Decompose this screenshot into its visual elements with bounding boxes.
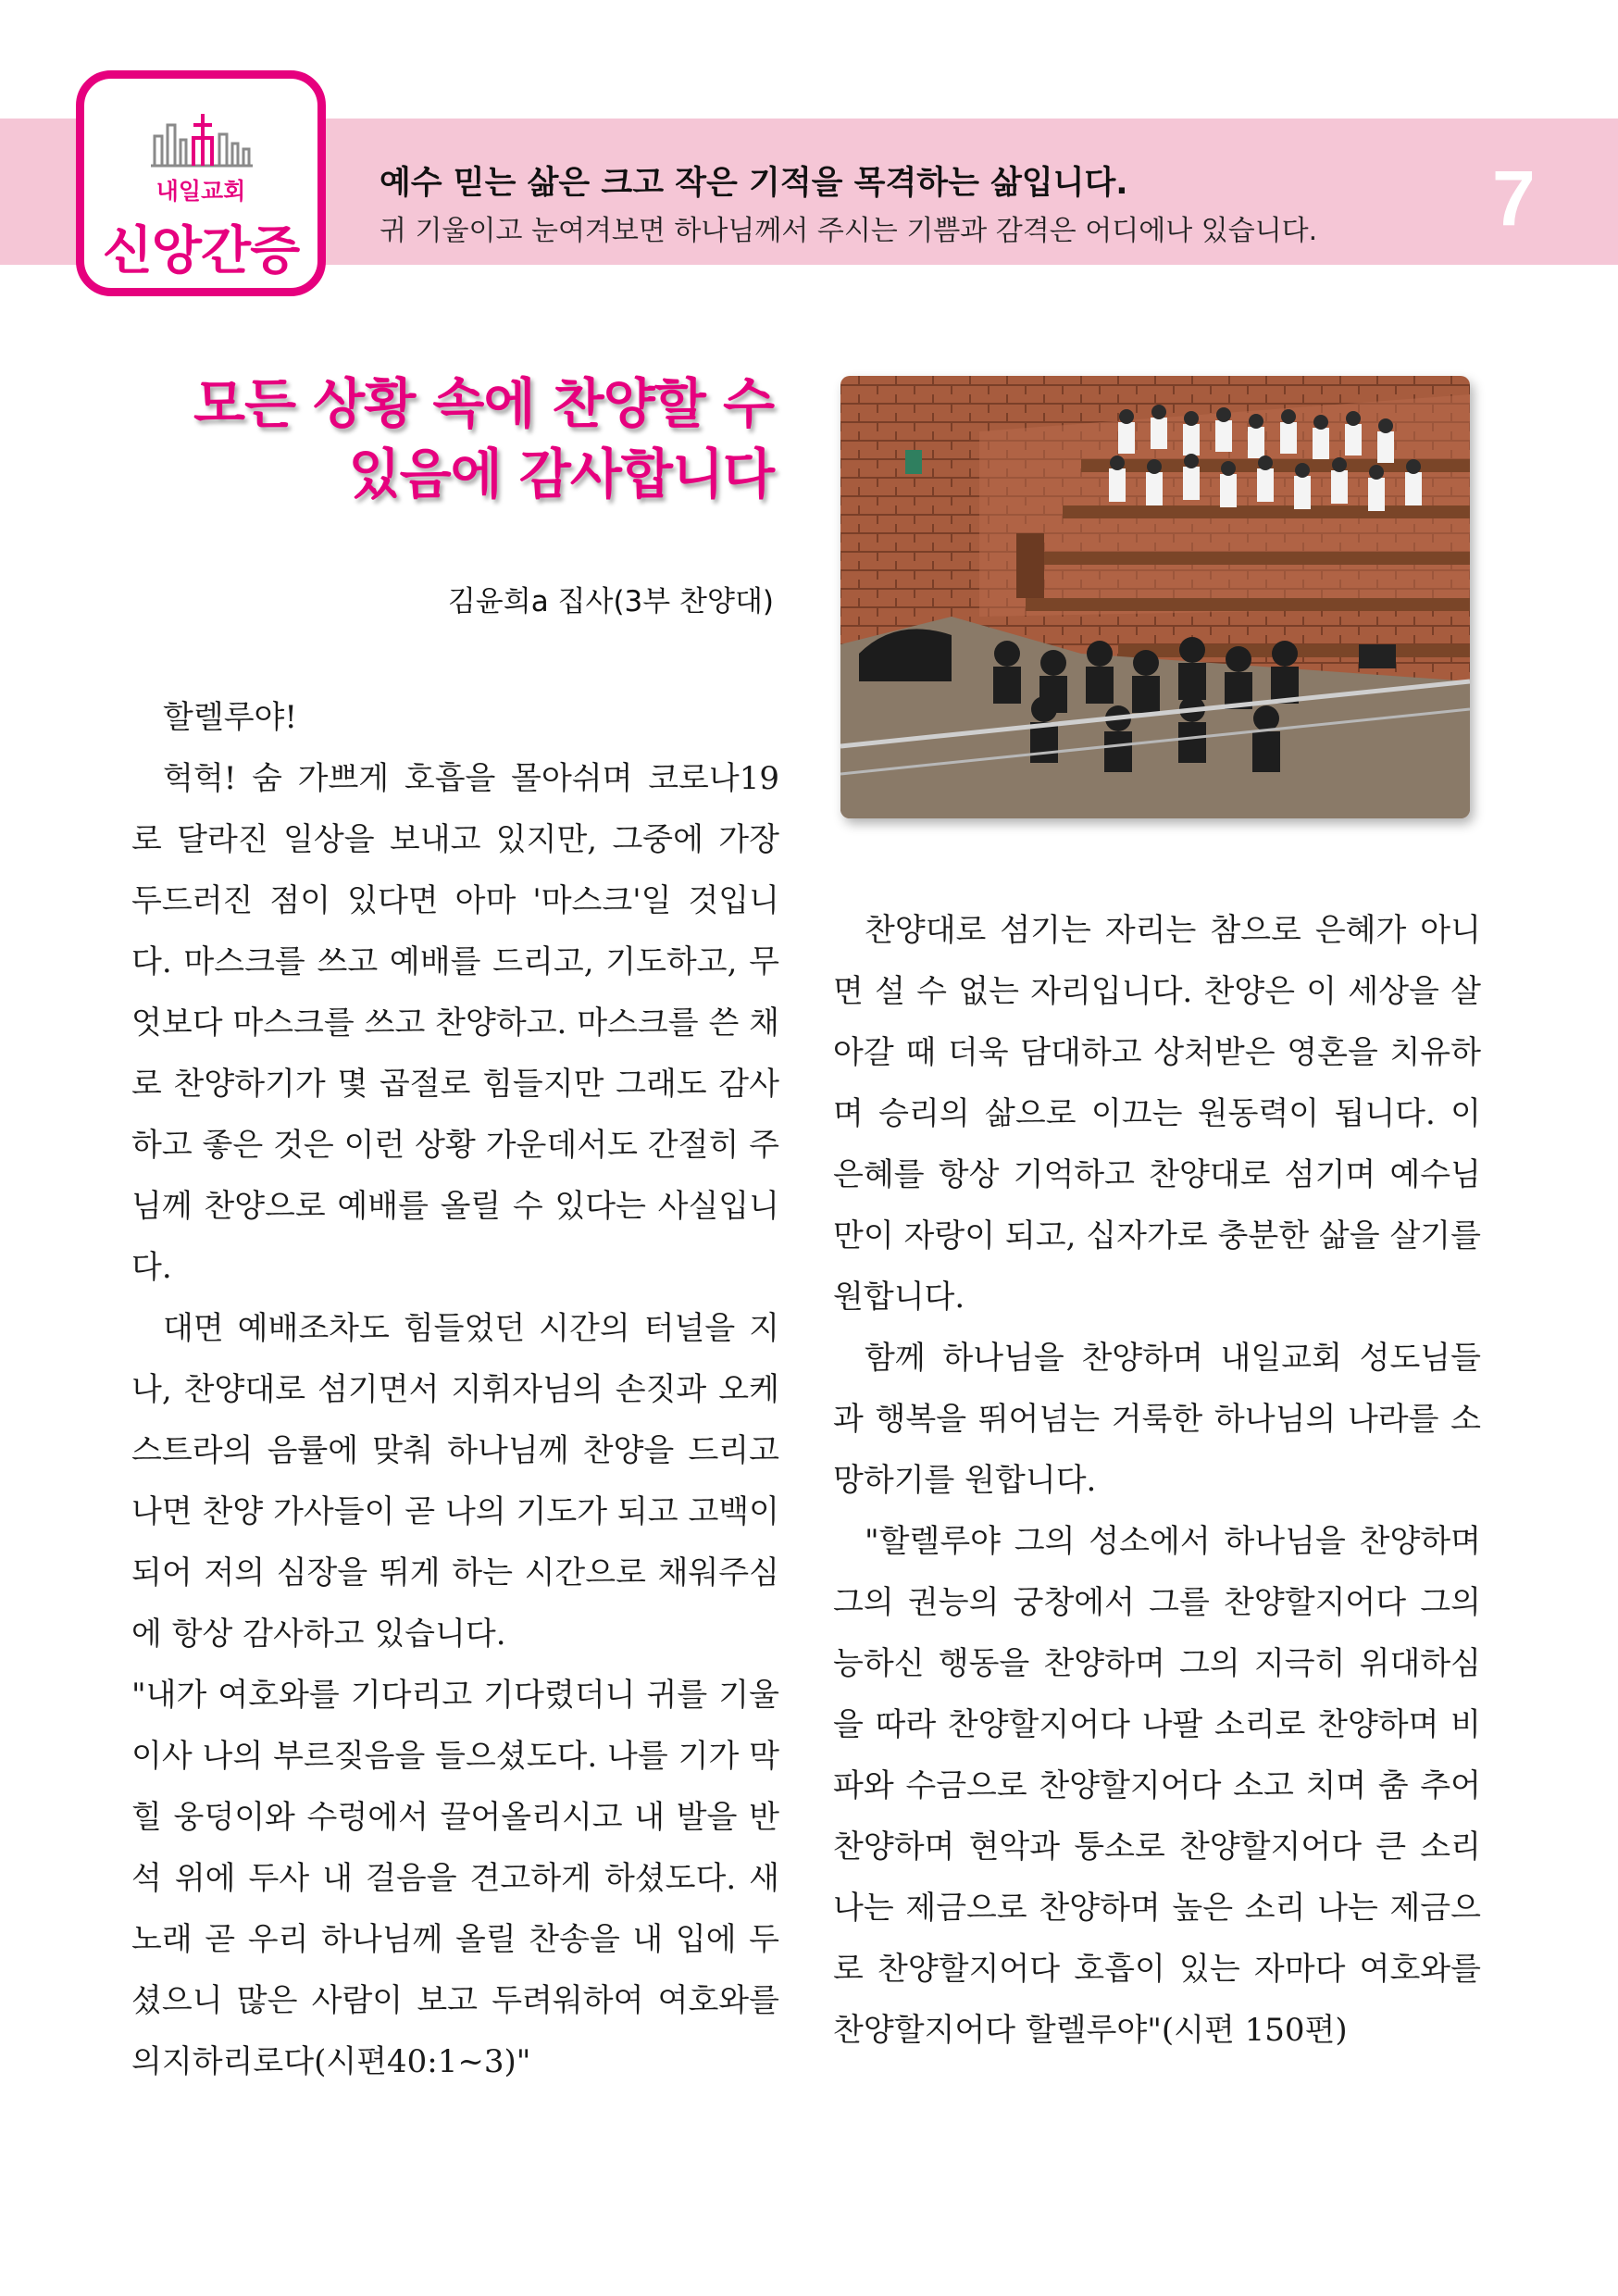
church-logo (76, 70, 326, 296)
choir-photo-illustration (840, 376, 1470, 818)
header-title: 예수 믿는 삶은 크고 작은 기적을 목격하는 삶입니다. (380, 165, 1128, 202)
article-title-line-2: 있음에 감사합니다 (348, 443, 774, 505)
article-title (193, 368, 774, 509)
church-name: 내일교회 (156, 178, 246, 205)
paragraph: 대면 예배조차도 힘들었던 시간의 터널을 지나, 찬양대로 섬기면서 지휘자님의 손짓과 오케스트라의 음률에 맞춰 하나님께 찬양을 드리고 나면 찬양 가사들이 곧 나의 기도가 되고 고백이 되어 저의 심장을 뛰게 하는 시간으로 채워주심에 항상 감사하고 있습니다. (131, 1310, 779, 1653)
choir-orchestra-photo (840, 376, 1470, 818)
article-title-line-1: 모든 상황 속에 찬양할 수 (193, 372, 774, 435)
paragraph: 찬양대로 섬기는 자리는 참으로 은혜가 아니면 설 수 없는 자리입니다. 찬양은 이 세상을 살아갈 때 더욱 담대하고 상처받은 영혼을 치유하며 승리의 삶으로 이끄는 원동력이 됩니다. 이 은혜를 항상 기억하고 찬양대로 섬기며 예수님만이 자랑이 되고, 십자가로 충분한 삶을 살기를 원합니다. (833, 912, 1481, 1316)
article-column-left (131, 687, 779, 2092)
paragraph: 헉헉! 숨 가쁘게 호흡을 몰아쉬며 코로나19로 달라진 일상을 보내고 있지만, 그중에 가장 두드러진 점이 있다면 아마 '마스크'일 것입니다. 마스크를 쓰고 예배를 드리고, 기도하고, 무엇보다 마스크를 쓰고 찬양하고. 마스크를 쓴 채로 찬양하기가 몇 곱절로 힘들지만 그래도 감사하고 좋은 것은 이런 상황 가운데서도 간절히 주님께 찬양으로 예배를 올릴 수 있다는 사실입니다. (131, 760, 780, 1286)
scripture-quote: "내가 여호와를 기다리고 기다렸더니 귀를 기울이사 나의 부르짖음을 들으셨도다. 나를 기가 막힐 웅덩이와 수렁에서 끌어올리시고 내 발을 반석 위에 두사 내 걸음을 견고하게 하셨도다. 새 노래 곧 우리 하나님께 올릴 찬송을 내 입에 두셨으니 많은 사람이 보고 두려워하여 여호와를 의지하리로다(시편40:1~3)" (131, 1677, 779, 2080)
author-byline: 김윤희a 집사(3부 찬양대) (447, 585, 774, 618)
article-column-right (833, 900, 1481, 2061)
paragraph: 함께 하나님을 찬양하며 내일교회 성도님들과 행복을 뛰어넘는 거룩한 하나님의 나라를 소망하기를 원합니다. (833, 1340, 1481, 1499)
page-number: 7 (1492, 155, 1536, 242)
scripture-quote: "할렐루야 그의 성소에서 하나님을 찬양하며 그의 권능의 궁창에서 그를 찬양할지어다 그의 능하신 행동을 찬양하며 그의 지극히 위대하심을 따라 찬양할지어다 나팔 소리로 찬양하며 비파와 수금으로 찬양할지어다 소고 치며 춤 추어 찬양하며 현악과 퉁소로 찬양할지어다 큰 소리 나는 제금으로 찬양하며 높은 소리 나는 제금으로 찬양할지어다 호흡이 있는 자마다 여호와를 찬양할지어다 할렐루야"(시편 150편) (833, 1523, 1481, 2049)
paragraph: 할렐루야! (163, 699, 298, 736)
header-subtitle: 귀 기울이고 눈여겨보면 하나님께서 주시는 기쁨과 감격은 어디에나 있습니다. (380, 215, 1318, 247)
section-label: 신앙간증 (102, 221, 300, 281)
church-skyline-icon (151, 112, 253, 168)
